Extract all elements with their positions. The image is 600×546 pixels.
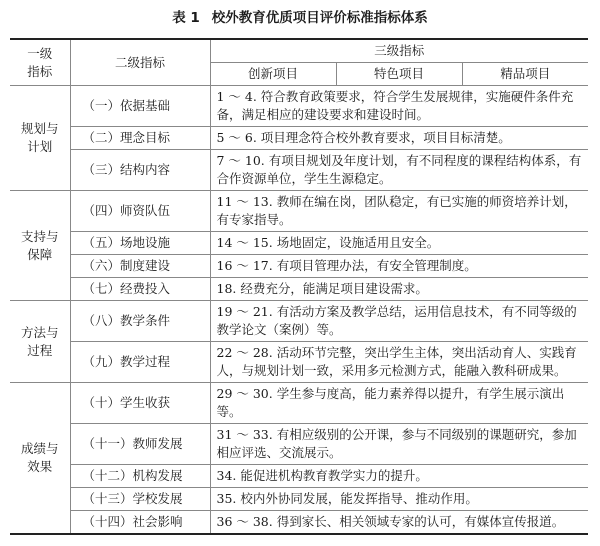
level3-criteria: 7 ～ 10. 有项目规划及年度计划，有不同程度的课程结构体系，有合作资源单位，学生生源稳定。: [210, 150, 588, 191]
table-row: [10, 255, 588, 278]
level3-criteria: 5 ～ 6. 项目理念符合校外教育要求，项目目标清楚。: [210, 127, 588, 150]
level2-indicator: （九）教学过程: [70, 342, 210, 383]
level2-indicator: （一）依据基础: [70, 86, 210, 127]
level1-indicator: [10, 301, 70, 383]
level3-criteria: 11 ～ 13. 教师在编在岗，团队稳定，有已实施的师资培养计划，有专家指导。: [210, 191, 588, 232]
level1-indicator: [10, 383, 70, 535]
level1-label: 成绩与 效果: [20, 441, 59, 474]
level3-criteria: 14 ～ 15. 场地固定，设施适用且安全。: [210, 232, 588, 255]
table-row: [10, 150, 588, 191]
level2-indicator: （七）经费投入: [70, 278, 210, 301]
table-row: [10, 127, 588, 150]
level2-indicator: （十二）机构发展: [70, 465, 210, 488]
table-title: 校外教育优质项目评价标准指标体系: [211, 10, 428, 26]
header-level3: 三级指标: [210, 39, 588, 63]
level3-criteria: 34. 能促进机构教育教学实力的提升。: [210, 465, 588, 488]
table-row: [10, 232, 588, 255]
table-row: [10, 488, 588, 511]
level2-indicator: （二）理念目标: [70, 127, 210, 150]
level3-criteria: 1 ～ 4. 符合教育政策要求，符合学生发展规律，实施硬件条件充备，满足相应的建设要求和建设时间。: [210, 86, 588, 127]
header-level1: [10, 39, 70, 86]
level3-criteria: 22 ～ 28. 活动环节完整，突出学生主体，突出活动育人、实践育人，与规划计划一致，采用多元检测方式，能融入教科研成果。: [210, 342, 588, 383]
table-row: [10, 278, 588, 301]
level2-indicator: （五）场地设施: [70, 232, 210, 255]
table-row: [10, 301, 588, 342]
level3-criteria: 18. 经费充分，能满足项目建设需求。: [210, 278, 588, 301]
table-row: [10, 342, 588, 383]
level2-indicator: （十一）教师发展: [70, 424, 210, 465]
level2-indicator: （八）教学条件: [70, 301, 210, 342]
level2-indicator: （十四）社会影响: [70, 511, 210, 535]
table-row: [10, 424, 588, 465]
level3-criteria: 31 ～ 33. 有相应级别的公开课，参与不同级别的课题研究，参加相应评选、交流展示。: [210, 424, 588, 465]
level2-indicator: （十三）学校发展: [70, 488, 210, 511]
level1-label: 支持与 保障: [20, 228, 59, 262]
header-premium: 精品项目: [462, 63, 588, 86]
header-featured: 特色项目: [336, 63, 462, 86]
indicator-table: [10, 38, 588, 535]
header-level1-label: 一级 指标: [27, 45, 53, 79]
level2-indicator: （六）制度建设: [70, 255, 210, 278]
table-row: [10, 383, 588, 424]
level3-criteria: 36 ～ 38. 得到家长、相关领域专家的认可，有媒体宣传报道。: [210, 511, 588, 535]
table-body: [10, 86, 588, 535]
level1-indicator: [10, 86, 70, 191]
level1-label: 规划与 计划: [20, 121, 59, 154]
level2-indicator: （十）学生收获: [70, 383, 210, 424]
table-row: [10, 191, 588, 232]
level2-indicator: （三）结构内容: [70, 150, 210, 191]
header-innovative: 创新项目: [210, 63, 336, 86]
table-row: [10, 465, 588, 488]
level2-indicator: （四）师资队伍: [70, 191, 210, 232]
level3-criteria: 16 ～ 17. 有项目管理办法，有安全管理制度。: [210, 255, 588, 278]
level3-criteria: 29 ～ 30. 学生参与度高，能力素养得以提升，有学生展示演出等。: [210, 383, 588, 424]
level3-criteria: 35. 校内外协同发展，能发挥指导、推动作用。: [210, 488, 588, 511]
level1-label: 方法与 过程: [20, 324, 59, 358]
table-row: [10, 511, 588, 535]
table-row: [10, 86, 588, 127]
table-caption: [0, 4, 600, 32]
level1-indicator: [10, 191, 70, 301]
header-level2: 二级指标: [70, 39, 210, 86]
level3-criteria: 19 ～ 21. 有活动方案及教学总结，运用信息技术，有不同等级的教学论文（案例）等。: [210, 301, 588, 342]
table-number: 表 1: [172, 10, 200, 26]
